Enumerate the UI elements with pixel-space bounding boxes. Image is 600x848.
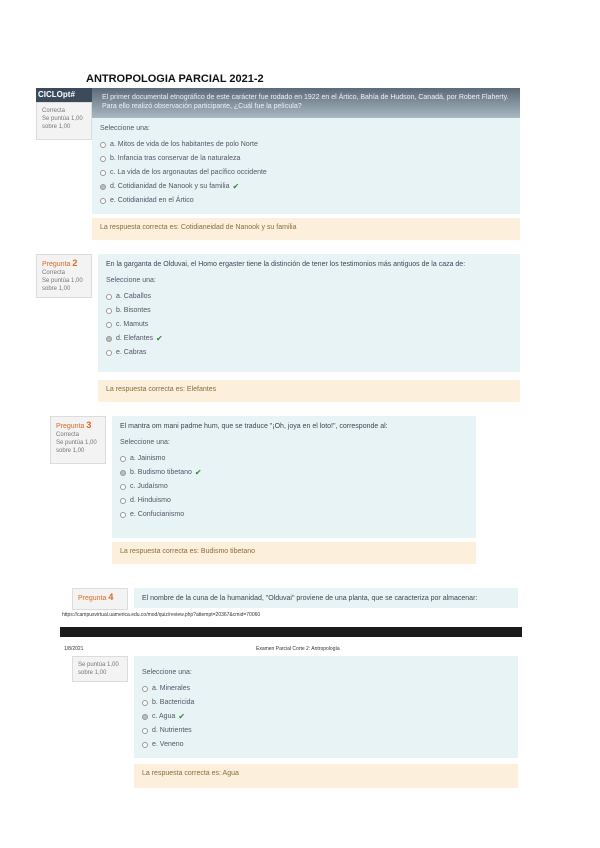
radio-button-selected[interactable] — [142, 714, 148, 720]
option-a[interactable] — [142, 682, 510, 696]
question-2-body — [98, 254, 520, 372]
option-c[interactable] — [120, 480, 468, 494]
question-text: En la garganta de Olduvai, el Homo ergaster tiene la distinción de tener los testimonios más antiguos de la caza de: — [106, 261, 466, 268]
question-status: Correcta — [56, 432, 80, 438]
radio-button[interactable] — [120, 512, 126, 518]
option-b[interactable] — [120, 466, 468, 480]
option-b[interactable] — [100, 152, 512, 166]
question-1-tag: CICLOpt# — [36, 88, 92, 102]
option-label: c. Agua — [152, 713, 176, 720]
question-2-feedback: La respuesta correcta es: Elefantes — [98, 380, 520, 402]
select-label: Seleccione una: — [106, 277, 156, 284]
check-icon: ✔ — [232, 182, 240, 191]
check-icon: ✔ — [155, 334, 163, 343]
page-header: Examen Parcial Corte 2: Antropología — [256, 646, 340, 652]
question-status: Correcta — [42, 270, 66, 276]
browser-url: https://campusvirtual.uamerica.edu.co/mod/quiz/review.php?attempt=20367&cmid=70060 — [62, 612, 261, 618]
option-label: c. Mamuts — [116, 321, 149, 328]
radio-button-selected[interactable] — [120, 470, 126, 476]
question-label: Pregunta — [42, 261, 71, 268]
option-c[interactable] — [106, 318, 512, 332]
radio-button[interactable] — [100, 156, 106, 162]
option-label: b. Bisontes — [116, 307, 151, 314]
question-score: Se puntúa 1,00 sobre 1,00 — [42, 116, 83, 130]
option-d[interactable] — [100, 180, 512, 194]
question-3-feedback: La respuesta correcta es: Budismo tibetano — [112, 542, 476, 564]
radio-button[interactable] — [100, 170, 106, 176]
question-1-feedback: La respuesta correcta es: Cotidianeidad de Nanook y su familia — [92, 218, 520, 240]
option-label: c. La vida de los argonautas del pacífico occidente — [110, 169, 267, 176]
question-2-info — [36, 254, 92, 298]
question-3-body — [112, 416, 476, 538]
option-c[interactable] — [142, 710, 510, 724]
option-e[interactable] — [100, 194, 512, 208]
radio-button[interactable] — [142, 728, 148, 734]
question-4-text-box — [134, 588, 518, 608]
option-label: d. Nutrientes — [152, 727, 192, 734]
radio-button[interactable] — [120, 484, 126, 490]
question-3-info — [50, 416, 106, 464]
question-score: Se puntúa 1,00 sobre 1,00 — [78, 662, 119, 676]
question-label: Pregunta — [56, 423, 85, 430]
option-label: a. Mitos de vida de los habitantes de polo Norte — [110, 141, 258, 148]
question-4-info — [72, 588, 128, 610]
question-number: 2 — [72, 258, 78, 268]
question-score: Se puntúa 1,00 sobre 1,00 — [42, 278, 83, 292]
option-label: e. Cotidianidad en el Ártico — [110, 197, 194, 204]
radio-button[interactable] — [100, 198, 106, 204]
question-1-text: El primer documental etnográfico de este carácter fue rodado en 1922 en el Ártico, Bahía de Hudson, Canadá, por Robert Flaherty. Para ello realizó observación participante, ¿Cuál fue la película? — [92, 88, 520, 118]
option-e[interactable] — [120, 508, 468, 522]
option-label: e. Veneno — [152, 741, 184, 748]
check-icon: ✔ — [178, 712, 186, 721]
option-label: b. Budismo tibetano — [130, 469, 192, 476]
option-c[interactable] — [100, 166, 512, 180]
option-label: d. Cotidianidad de Nanook y su familia — [110, 183, 230, 190]
question-4-body — [134, 656, 518, 758]
radio-button[interactable] — [142, 742, 148, 748]
browser-toolbar — [60, 627, 522, 637]
question-label: Pregunta — [78, 595, 107, 602]
question-4-feedback: La respuesta correcta es: Agua — [134, 764, 518, 788]
page-date: 1/8/2021 — [64, 646, 84, 652]
option-a[interactable] — [106, 290, 512, 304]
radio-button[interactable] — [106, 322, 112, 328]
radio-button[interactable] — [142, 686, 148, 692]
radio-button[interactable] — [106, 350, 112, 356]
question-number: 4 — [108, 592, 114, 602]
question-4-info-cont — [72, 656, 128, 682]
option-e[interactable] — [106, 346, 512, 360]
question-status: Correcta — [42, 108, 66, 114]
question-score: Se puntúa 1,00 sobre 1,00 — [56, 440, 97, 454]
option-label: d. Elefantes — [116, 335, 153, 342]
option-label: a. Caballos — [116, 293, 152, 300]
document-title: ANTROPOLOGIA PARCIAL 2021-2 — [86, 73, 264, 85]
radio-button[interactable] — [106, 294, 112, 300]
option-label: d. Hinduismo — [130, 497, 171, 504]
question-number: 3 — [86, 420, 92, 430]
option-b[interactable] — [106, 304, 512, 318]
check-icon: ✔ — [194, 468, 202, 477]
question-1-body — [92, 118, 520, 214]
option-label: e. Cabras — [116, 349, 147, 356]
option-label: b. Infancia tras conservar de la naturaleza — [110, 155, 241, 162]
option-a[interactable] — [120, 452, 468, 466]
radio-button[interactable] — [120, 456, 126, 462]
question-text: El mantra om mani padme hum, que se traduce "¡Oh, joya en el loto!", corresponde al: — [120, 423, 388, 430]
option-a[interactable] — [100, 138, 512, 152]
radio-button[interactable] — [100, 142, 106, 148]
option-b[interactable] — [142, 696, 510, 710]
option-d[interactable] — [106, 332, 512, 346]
radio-button[interactable] — [106, 308, 112, 314]
radio-button-selected[interactable] — [100, 184, 106, 190]
select-label: Seleccione una: — [100, 125, 150, 132]
option-label: a. Minerales — [152, 685, 191, 692]
option-label: e. Confucianismo — [130, 511, 185, 518]
option-d[interactable] — [142, 724, 510, 738]
radio-button[interactable] — [120, 498, 126, 504]
select-label: Seleccione una: — [120, 439, 170, 446]
question-1-info — [36, 102, 92, 140]
option-d[interactable] — [120, 494, 468, 508]
radio-button[interactable] — [142, 700, 148, 706]
question-text: El nombre de la cuna de la humanidad, "Olduvai" proviene de una planta, que se caracteriza por almacenar: — [142, 595, 478, 602]
option-label: c. Judaísmo — [130, 483, 168, 490]
option-label: b. Bactericida — [152, 699, 195, 706]
option-label: a. Jainismo — [130, 455, 166, 462]
radio-button-selected[interactable] — [106, 336, 112, 342]
option-e[interactable] — [142, 738, 510, 752]
select-label: Seleccione una: — [142, 669, 192, 676]
